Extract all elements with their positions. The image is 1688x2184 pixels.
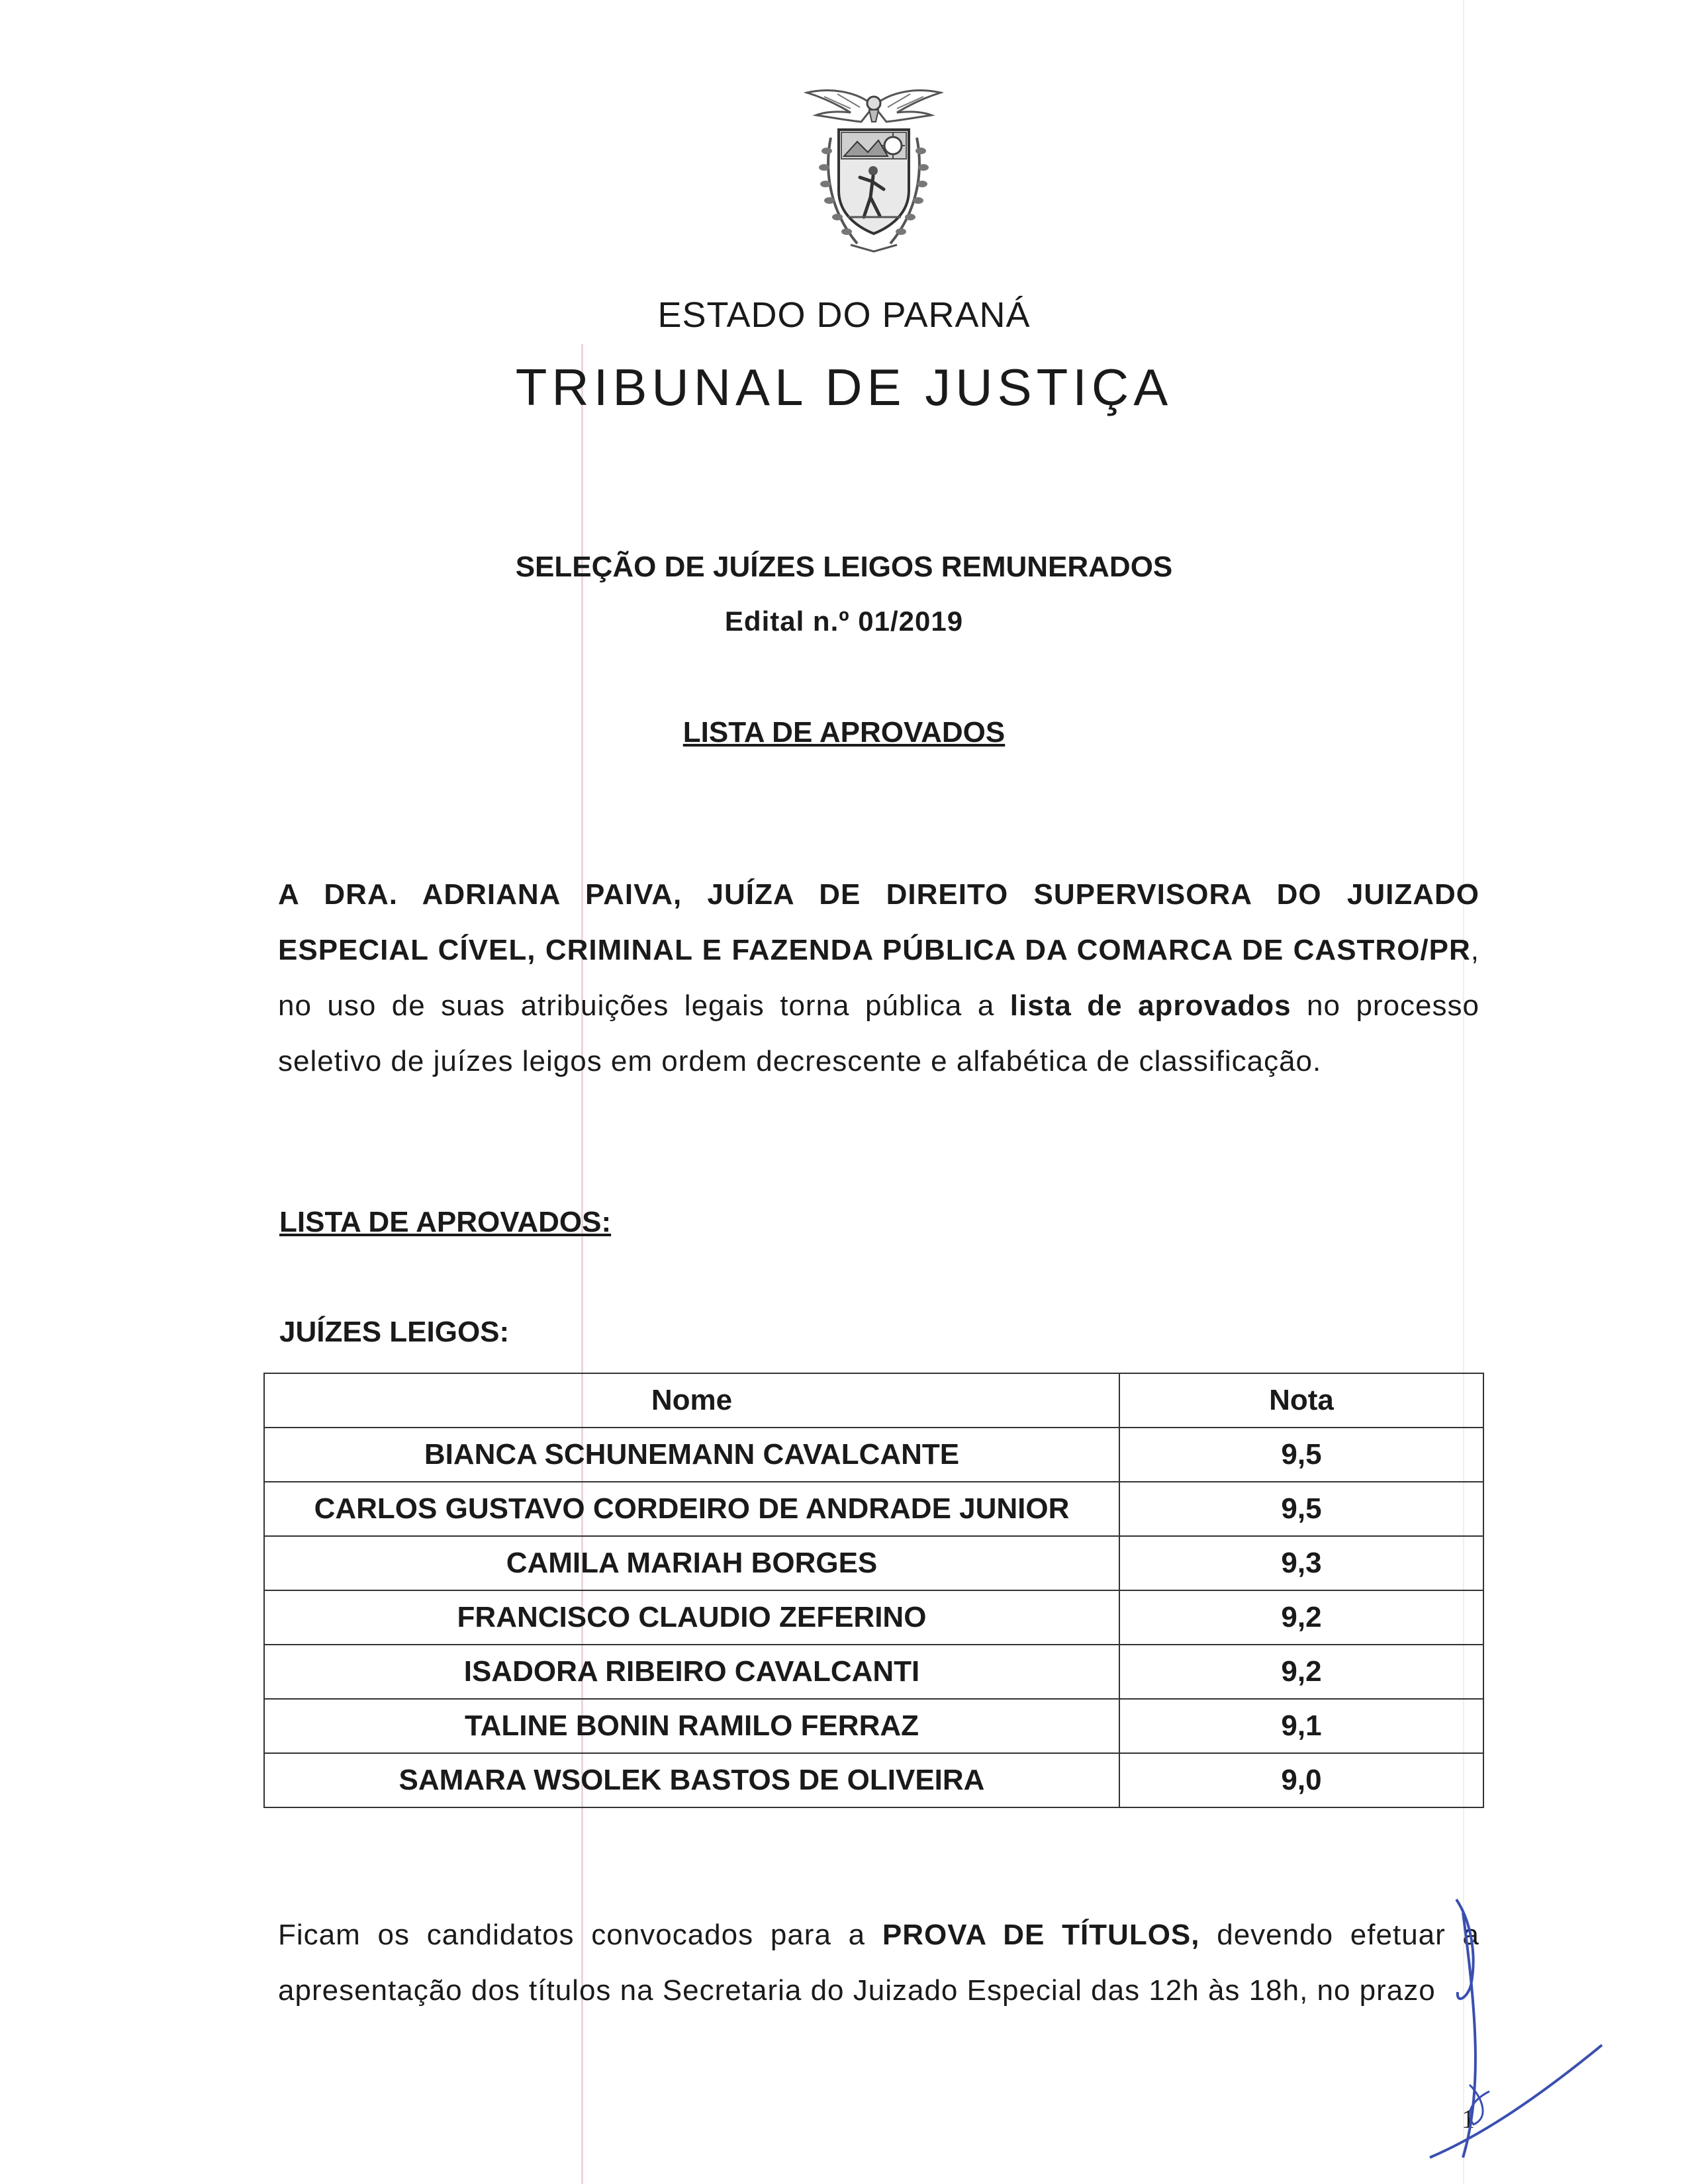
candidate-grade: 9,3	[1119, 1536, 1483, 1590]
closing-paragraph	[278, 1907, 1479, 2019]
intro-text: , no uso de suas atribuições legais torna pública a	[278, 934, 1479, 1022]
table-row	[264, 1428, 1483, 1482]
approved-table	[263, 1373, 1484, 1808]
intro-authority: A DRA. ADRIANA PAIVA, JUÍZA DE DIREITO SUPERVISORA DO JUIZADO ESPECIAL CÍVEL, CRIMINAL E FAZENDA PÚBLICA DA COMARCA DE CASTRO/PR	[278, 878, 1479, 966]
table-row	[264, 1645, 1483, 1699]
court-name: TRIBUNAL DE JUSTIÇA	[515, 358, 1173, 416]
signature-icon	[1417, 1893, 1615, 2184]
edital-number: Edital n.º 01/2019	[724, 606, 964, 637]
table-row	[264, 1753, 1483, 1807]
list-title: LISTA DE APROVADOS	[682, 716, 1006, 749]
selection-title: SELEÇÃO DE JUÍZES LEIGOS REMUNERADOS	[515, 551, 1173, 583]
candidate-name: CARLOS GUSTAVO CORDEIRO DE ANDRADE JUNIOR	[264, 1482, 1119, 1536]
candidate-grade: 9,2	[1119, 1590, 1483, 1645]
closing-bold-phrase: PROVA DE TÍTULOS,	[882, 1919, 1200, 1951]
closing-text-end: devendo efetuar a apresentação dos títulos na Secretaria do Juizado Especial das 12h às 18h, no prazo	[278, 1919, 1480, 2007]
table-row	[264, 1536, 1483, 1590]
intro-bold-phrase: lista de aprovados	[1009, 989, 1291, 1022]
header-grade: Nota	[1119, 1373, 1483, 1428]
approved-list-label: LISTA DE APROVADOS:	[279, 1206, 612, 1238]
intro-text-end: no processo seletivo de juízes leigos em ordem decrescente e alfabética de classificação.	[278, 989, 1479, 1077]
page-number: 1	[1462, 2104, 1475, 2134]
candidate-name: TALINE BONIN RAMILO FERRAZ	[264, 1699, 1119, 1753]
lay-judges-label: JUÍZES LEIGOS:	[279, 1316, 510, 1348]
candidate-grade: 9,0	[1119, 1753, 1483, 1807]
table-row	[264, 1590, 1483, 1645]
intro-paragraph	[278, 867, 1479, 1089]
header-name: Nome	[264, 1373, 1119, 1428]
table-row	[264, 1699, 1483, 1753]
candidate-name: FRANCISCO CLAUDIO ZEFERINO	[264, 1590, 1119, 1645]
candidate-grade: 9,5	[1119, 1482, 1483, 1536]
candidate-name: BIANCA SCHUNEMANN CAVALCANTE	[264, 1428, 1119, 1482]
candidate-name: SAMARA WSOLEK BASTOS DE OLIVEIRA	[264, 1753, 1119, 1807]
candidate-grade: 9,5	[1119, 1428, 1483, 1482]
candidate-grade: 9,2	[1119, 1645, 1483, 1699]
state-name: ESTADO DO PARANÁ	[657, 295, 1031, 335]
table-header-row	[264, 1373, 1483, 1428]
candidate-name: CAMILA MARIAH BORGES	[264, 1536, 1119, 1590]
closing-text: Ficam os candidatos convocados para a	[278, 1919, 882, 1951]
parana-coat-of-arms-icon	[804, 78, 943, 257]
candidate-name: ISADORA RIBEIRO CAVALCANTI	[264, 1645, 1119, 1699]
table-row	[264, 1482, 1483, 1536]
candidate-grade: 9,1	[1119, 1699, 1483, 1753]
